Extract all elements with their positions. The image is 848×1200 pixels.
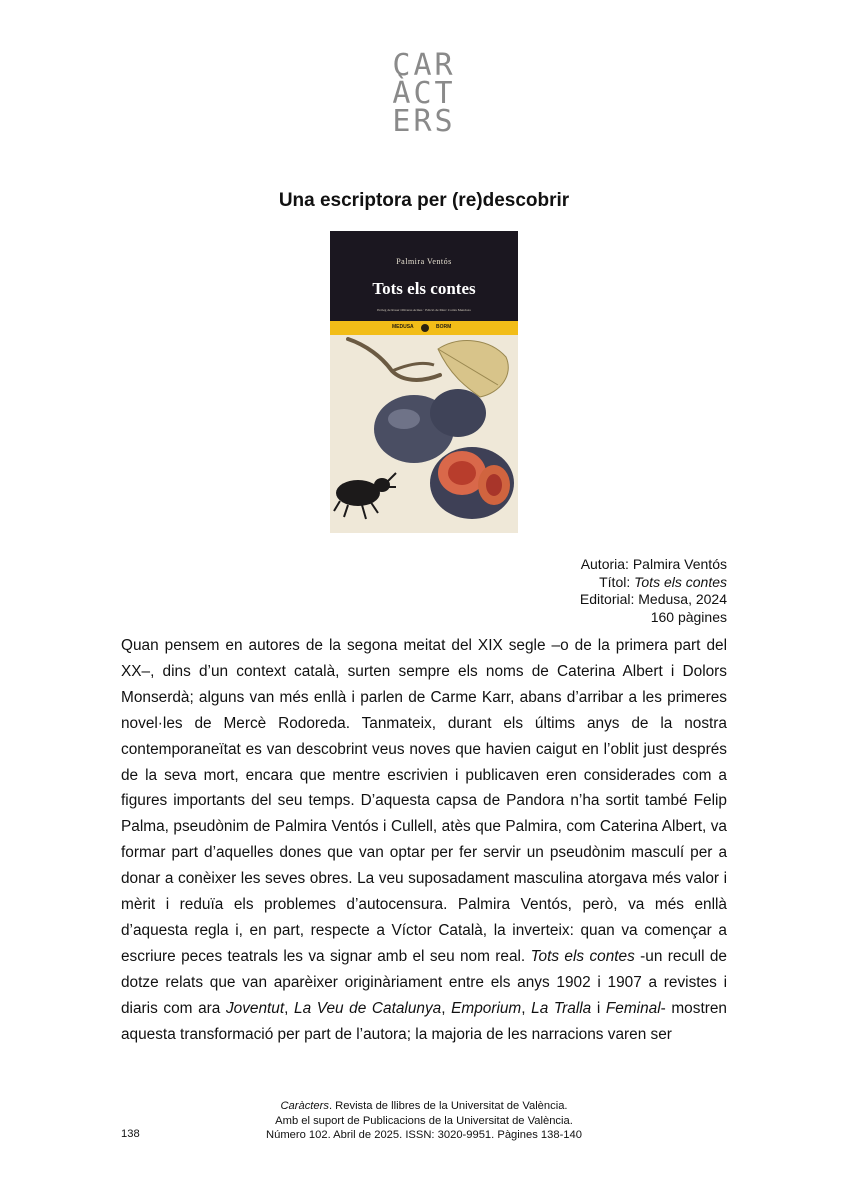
body-italic: La Veu de Catalunya xyxy=(294,999,442,1017)
book-cover xyxy=(330,231,518,533)
logo-line-1: CAR xyxy=(392,48,456,83)
footer-line-3: Número 102. Abril de 2025. ISSN: 3020-9951. Pàgines 138-140 xyxy=(266,1129,582,1141)
body-italic: Emporium xyxy=(451,999,522,1017)
body-italic: Feminal xyxy=(605,999,661,1017)
book-metadata xyxy=(580,556,727,626)
body-text-segment: i xyxy=(591,999,606,1017)
page-number: 138 xyxy=(121,1128,140,1140)
body-text-segment: Quan pensem en autores de la segona meitat del XIX segle –o de la primera part del XX–, dins d’un context català, surten sempre els noms de Caterina Albert i Dolors Monserdà; alguns van més enllà i parlen de Carme Karr, abans d’arribar a les primeres novel·les de Mercè Rodoreda. Tanmateix, durant els últims anys de la nostra contemporaneïtat es van descobrint veus noves que havien caigut en l’oblit just després de la seva mort, encara que mentre escrivien i publicaven eren considerades com a figures importants del seu temps. D’aquesta capsa de Pandora n’ha sortit també Felip Palma, pseudònim de Palmira Ventós i Cullell, atès que Palmira, com Caterina Albert, va formar part d’aquelles dones que van optar per fer servir un pseudònim masculí per a donar a conèixer les seves obres. La veu suposadament masculina atorgava més valor i mèrit i reduïa els problemes d’autocensura. Palmira Ventós, però, va més enllà d’aquesta regla i, en part, respecte a Víctor Català, la inverteix: quan va començar a escriure peces teatrals les va signar amb el seu nom real. xyxy=(121,637,727,965)
publisher-logo-icon xyxy=(421,324,429,332)
article-title: Una escriptora per (re)descobrir xyxy=(278,190,570,211)
cover-publisher-band xyxy=(330,321,518,335)
body-text-segment: -un recull de dotze relats que van aparèixer originàriament entre els anys 1902 i 1907 a revistes i diaris com ara xyxy=(121,947,727,1017)
meta-title-label: Títol: xyxy=(599,573,635,590)
meta-pages: 160 pàgines xyxy=(650,608,727,625)
body-italic: Tots els contes xyxy=(530,947,635,965)
meta-title-value: Tots els contes xyxy=(634,573,727,590)
footer-journal-name: Caràcters xyxy=(280,1100,329,1112)
logo-line-2: ÀCT xyxy=(392,76,456,111)
body-italic: Joventut xyxy=(225,999,285,1017)
meta-author-value: Palmira Ventós xyxy=(632,556,727,572)
meta-author-label: Autoria: xyxy=(580,556,633,572)
fig-icon xyxy=(430,389,486,437)
meta-publisher-label: Editorial: xyxy=(579,591,639,607)
footer-line-2: Amb el suport de Publicacions de la Universitat de València. xyxy=(275,1114,573,1127)
body-paragraph xyxy=(121,633,727,1048)
body-text-segment: - mostren aquesta transformació per part de l’autora; la majoria de les narracions varen ser xyxy=(121,999,727,1043)
cover-publisher-left: MEDUSA xyxy=(392,324,414,330)
meta-publisher xyxy=(580,591,727,609)
body-text-segment: , xyxy=(441,999,452,1017)
body-text-segment: , xyxy=(284,999,295,1017)
footer-line-1 xyxy=(0,1099,848,1114)
body-italic: La Tralla xyxy=(531,999,592,1017)
logo-line-3: ERS xyxy=(392,104,456,139)
caracters-logo xyxy=(376,48,472,148)
cover-header xyxy=(330,231,518,321)
meta-title xyxy=(580,574,727,592)
cover-illustration xyxy=(330,335,518,533)
cover-credits: Pròleg de Roser Oliveras Armas · Edició de Marc Cortés Mendoza xyxy=(377,308,471,312)
meta-author xyxy=(580,556,727,574)
cover-author: Palmira Ventós xyxy=(396,257,452,266)
body-text-segment: , xyxy=(521,999,532,1017)
cover-publisher-right: BORM xyxy=(436,324,452,330)
footer-line-1-rest: . Revista de llibres de la Universitat de València. xyxy=(328,1100,568,1112)
cover-title: Tots els contes xyxy=(372,279,476,298)
meta-publisher-value: Medusa, 2024 xyxy=(638,591,727,607)
